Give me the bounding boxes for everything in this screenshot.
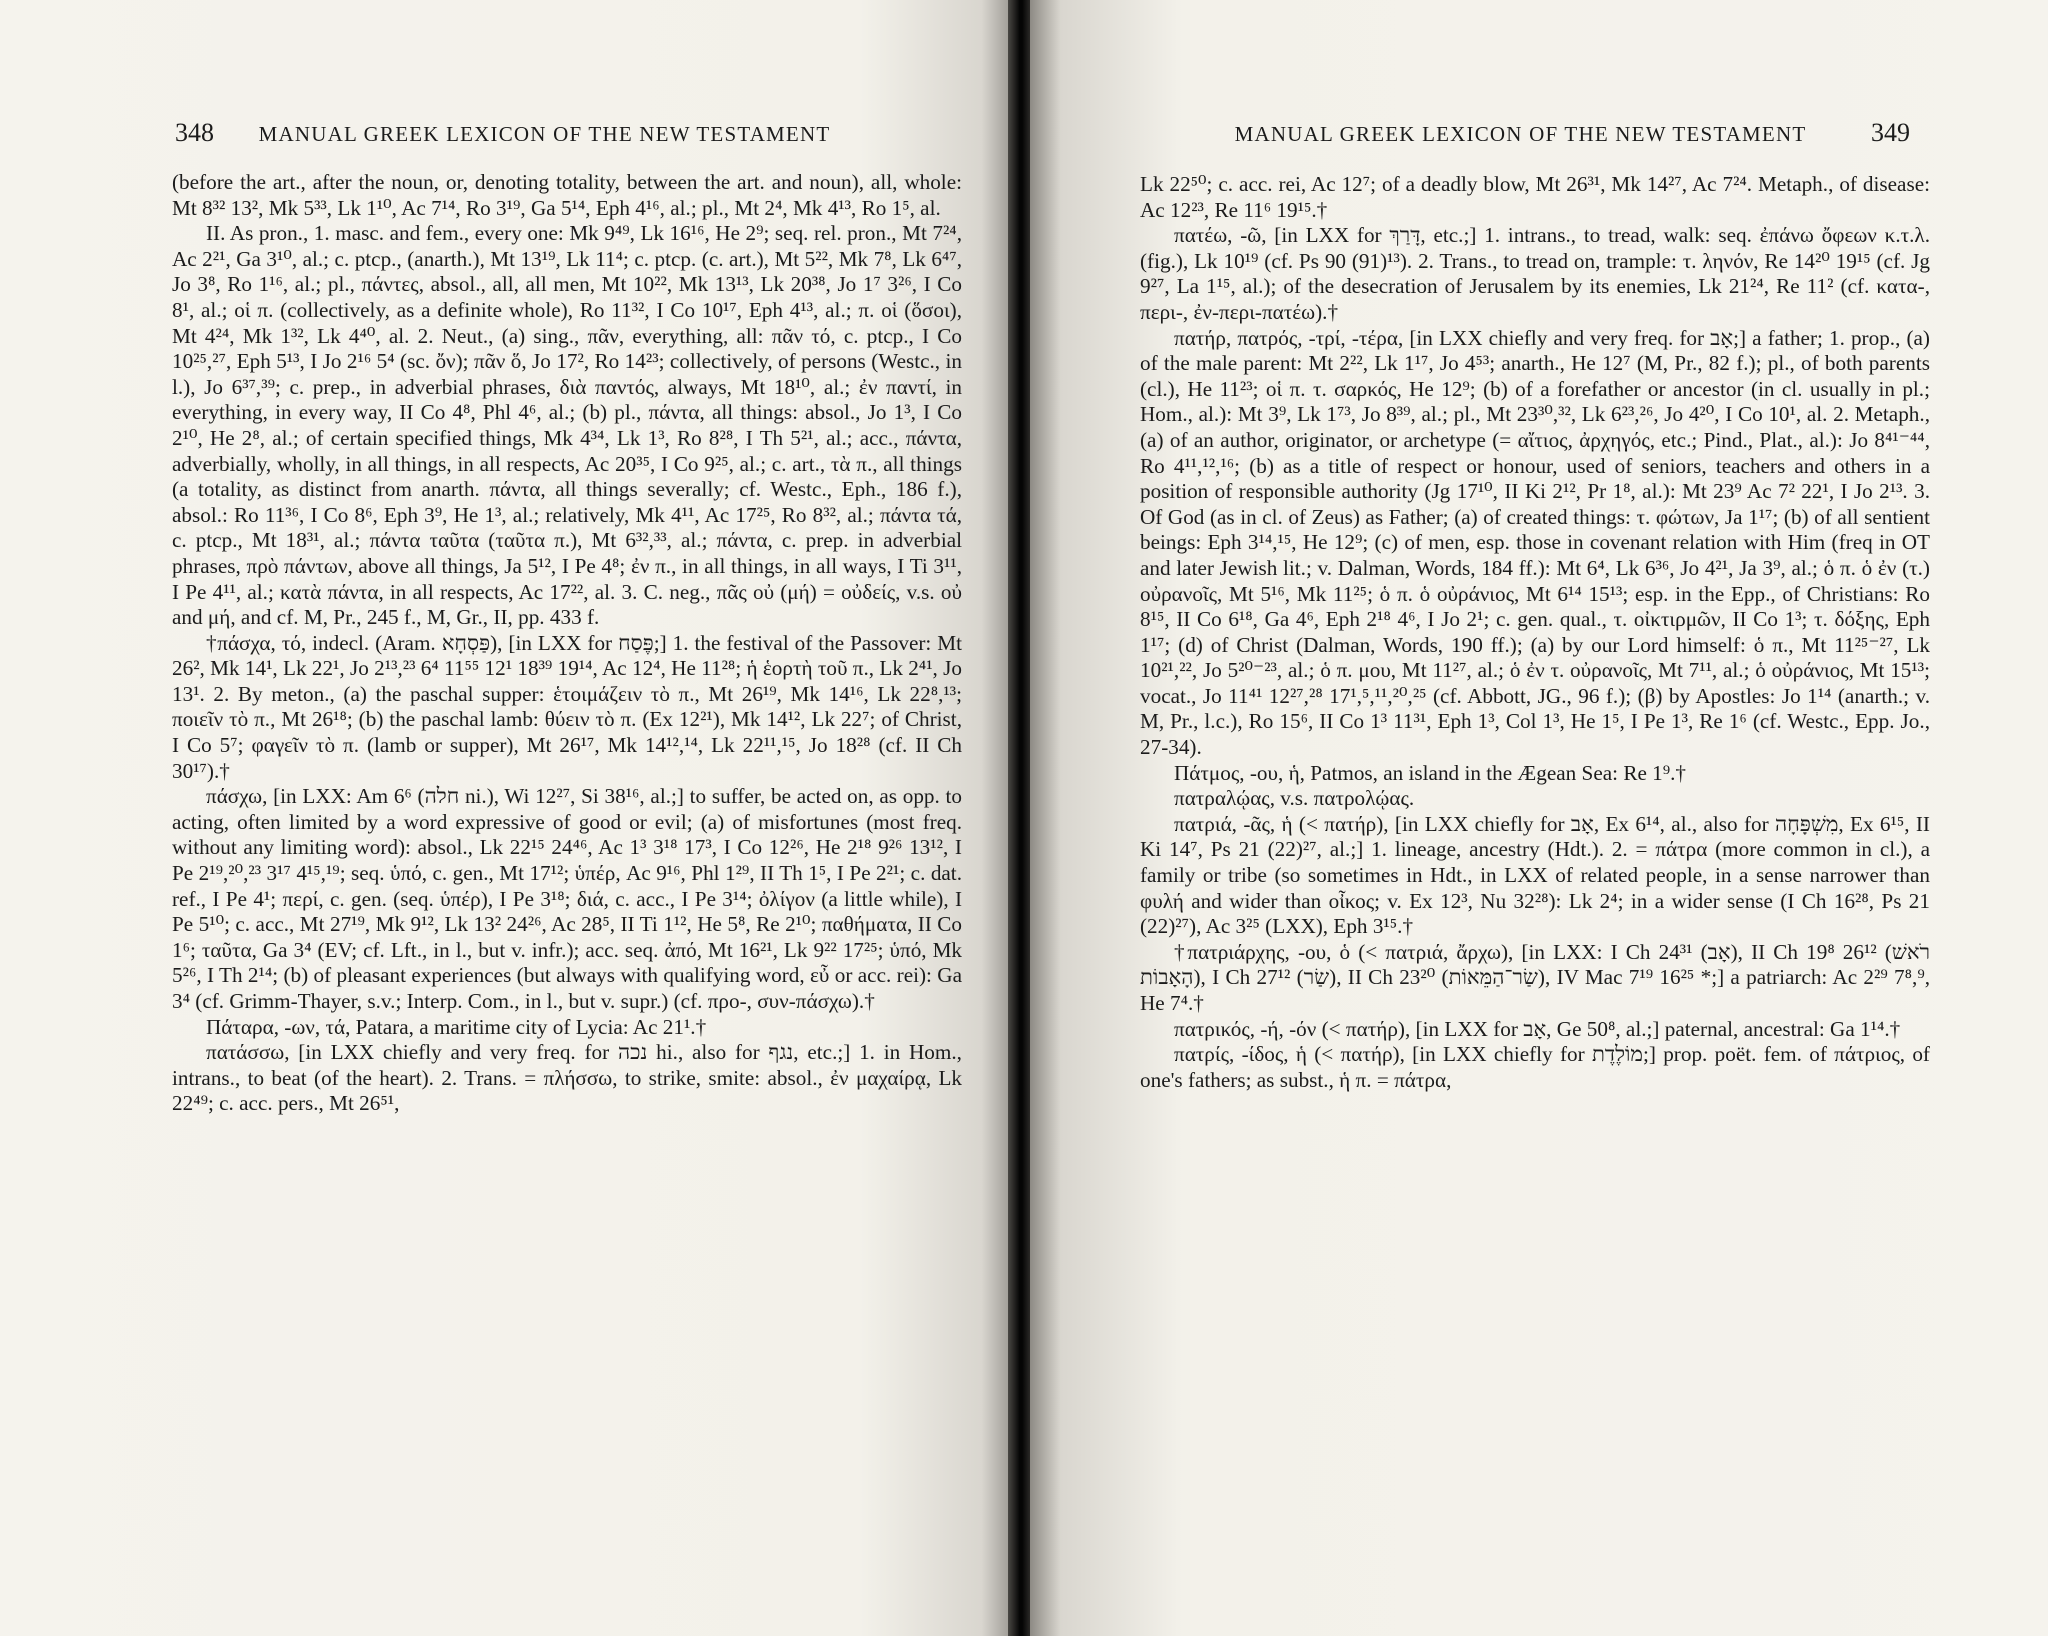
left-running-head [175,118,875,148]
entry-pater: πατήρ, πατρός, -τρί, -τέρα, [in LXX chiefly and very freq. for אָב;] a father; 1. prop., (a) of the male parent: Mt 2²², Lk 1¹⁷, Jo 4⁵³; anarth., He 12⁷ (M, Pr., 82 f.); pl., of both parents (cl.), He 11²³; οἱ π. τ. σαρκός, He 12⁹; (b) of a forefather or ancestor (in cl. usually in pl.; Hom., al.): Mt 3⁹, Lk 1⁷³, Jo 8³⁹, al.; pl., Mt 23³⁰,³², Lk 6²³,²⁶, Jo 4²⁰, I Co 10¹, al. 2. Metaph., (a) of an author, originator, or archetype (= αἴτιος, ἀρχηγός, etc.; Pind., Plat., al.): Jo 8⁴¹⁻⁴⁴, Ro 4¹¹,¹²,¹⁶; (b) as a title of respect or honour, used of seniors, teachers and others in a position of responsible authority (Jg 17¹⁰, II Ki 2¹², Pr 1⁸, al.): Mt 23⁹ Ac 7² 22¹, I Jo 2¹³. 3. Of God (as in cl. of Zeus) as Father; (a) of created things: τ. φώτων, Ja 1¹⁷; (b) of all sentient beings: Eph 3¹⁴,¹⁵, He 12⁹; (c) of men, esp. those in covenant relation with Him (freq in OT and later Jewish lit.; v. Dalman, Words, 184 ff.): Mt 6⁴, Lk 6³⁶, Jo 4²¹, Ja 3⁹, al.; ὁ π. ὁ ἐν (τ.) οὐρανοῖς, Mt 5¹⁶, Mk 11²⁵; ὁ π. ὁ οὐράνιος, Mt 6¹⁴ 15¹³; esp. in the Epp., of Christians: Ro 8¹⁵, II Co 6¹⁸, Ga 4⁶, Eph 2¹⁸ 4⁶, I Jo 2¹; c. gen. qual., τ. οἰκτιρμῶν, II Co 1³; τ. δόξης, Eph 1¹⁷; (d) of Christ (Dalman, Words, 190 ff.); (a) by our Lord himself: ὁ π., Mt 11²⁵⁻²⁷, Lk 10²¹,²², Jo 5²⁰⁻²³, al.; ὁ π. μου, Mt 11²⁷, al.; ὁ ἐν τ. οὐρανοῖς, Mt 7¹¹, al.; ὁ οὐράνιος, Mt 15¹³; vocat., Jo 11⁴¹ 12²⁷,²⁸ 17¹,⁵,¹¹,²⁰,²⁵ (cf. Abbott, JG., 96 f.); (β) by Apostles: Jo 1¹⁴ (anarth.; v. M, Pr., l.c.), Ro 15⁶, II Co 1³ 11³¹, Eph 1³, Col 1³, He 1⁵, I Pe 1³, Re 1⁶ (cf. Westc., Epp. Jo., 27-34). [1140,325,1930,760]
right-page-text [1140,172,1930,1093]
left-running-title: MANUAL GREEK LEXICON OF THE NEW TESTAMENT [258,122,831,146]
entry-pascha: †πάσχα, τό, indecl. (Aram. פַּסְחָא), [in LXX for פֶּסַח;] 1. the festival of the Passover: Mt 26², Mk 14¹, Lk 22¹, Jo 2¹³,²³ 6⁴ 11⁵⁵ 12¹ 18³⁹ 19¹⁴, Ac 12⁴, He 11²⁸; ἡ ἑορτὴ τοῦ π., Lk 2⁴¹, Jo 13¹. 2. By meton., (a) the paschal supper: ἑτοιμάζειν τὸ π., Mt 26¹⁹, Mk 14¹⁶, Lk 22⁸,¹³; ποιεῖν τὸ π., Mt 26¹⁸; (b) the paschal lamb: θύειν τὸ π. (Ex 12²¹), Mk 14¹², Lk 22⁷; of Christ, I Co 5⁷; φαγεῖν τὸ π. (lamb or supper), Mt 26¹⁷, Mk 14¹²,¹⁴, Lk 22¹¹,¹⁵, Jo 18²⁸ (cf. II Ch 30¹⁷).† [172,630,962,783]
left-page [0,0,1012,1636]
entry-patrikos: πατρικός, -ή, -όν (< πατήρ), [in LXX for אָב, Ge 50⁸, al.;] paternal, ancestral: Ga 1¹⁴.† [1174,1016,1901,1041]
entry-patriarches: †πατριάρχης, -ου, ὁ (< πατριά, ἄρχω), [in LXX: I Ch 24³¹ (אָב), II Ch 19⁸ 26¹² (רֹאשׁ הָאָבוֹת), I Ch 27¹² (שַׂר), II Ch 23²⁰ (שַׂר־הַמֵּאוֹת), IV Mac 7¹⁹ 16²⁵ *;] a patriarch: Ac 2²⁹ 7⁸,⁹, He 7⁴.† [1140,939,1931,1015]
entry-pateo: πατέω, -ῶ, [in LXX for דָּרַךְ, etc.;] 1. intrans., to tread, walk: seq. ἐπάνω ὄφεων κ.τ.λ. (fig.), Lk 10¹⁹ (cf. Ps 90 (91)¹³). 2. Trans., to tread on, trample: τ. ληνόν, Re 14²⁰ 19¹⁵ (cf. Jg 9²⁷, La 1¹⁵, al.); of the desecration of Jerusalem by its enemies, Lk 21²⁴, Re 11² (cf. κατα-, περι-, ἐν-περι-πατέω).† [1140,223,1930,324]
right-running-head [1170,118,1910,148]
entry-paragraph: (before the art., after the noun, or, denoting totality, between the art. and noun), all, whole: Mt 8³² 13², Mk 5³³, Lk 1¹⁰, Ac 7¹⁴, Ro 3¹⁹, Ga 5¹⁴, Eph 4¹⁶, al.; pl., Mt 2⁴, Mk 4¹³, Ro 1⁵, al. [172,170,962,220]
entry-paragraph: Lk 22⁵⁰; c. acc. rei, Ac 12⁷; of a deadly blow, Mt 26³¹, Mk 14²⁷, Ac 7²⁴. Metaph., of disease: Ac 12²³, Re 11⁶ 19¹⁵.† [1140,172,1930,222]
entry-patasso: πατάσσω, [in LXX chiefly and very freq. for נכה hi., also for נגף, etc.;] 1. in Hom., intrans., to beat (of the heart). 2. Trans. = πλήσσω, to strike, smite: absol., ἐν μαχαίρᾳ, Lk 22⁴⁹; c. acc. pers., Mt 26⁵¹, [172,1040,962,1116]
entry-patmos: Πάτμος, -ου, ἡ, Patmos, an island in the Ægean Sea: Re 1⁹.† [1174,760,1687,785]
right-running-title: MANUAL GREEK LEXICON OF THE NEW TESTAMENT [1234,122,1807,146]
entry-patria: πατριά, -ᾶς, ἡ (< πατήρ), [in LXX chiefly for אָב, Ex 6¹⁴, al., also for מִשְׁפָּחָה, Ex 6¹⁵, II Ki 14⁷, Ps 21 (22)²⁷, al.;] 1. lineage, ancestry (Hdt.). 2. = πάτρα (more common in cl.), a family or tribe (so sometimes in Hdt., in LXX of related people, in a sense narrower than φυλή and wider than οἶκος; v. Ex 12³, Nu 32²⁸): Lk 2⁴; in a wider sense (I Ch 16²⁸, Ps 21 (22)²⁷), Ac 3²⁵ (LXX), Eph 3¹⁵.† [1140,811,1930,939]
entry-patraloas: πατραλῴας, v.s. πατρολῴας. [1174,786,1415,811]
right-page [1030,0,2048,1636]
entry-patara: Πάταρα, -ων, τά, Patara, a maritime city of Lycia: Ac 21¹.† [206,1014,707,1039]
entry-pascho: πάσχω, [in LXX: Am 6⁶ (חלה ni.), Wi 12²⁷, Si 38¹⁶, al.;] to suffer, be acted on, as opp. to acting, often limited by a word expressive of good or evil; (a) of misfortunes (most freq. without any limiting word): absol., Lk 22¹⁵ 24⁴⁶, Ac 1³ 3¹⁸ 17³, I Co 12²⁶, He 2¹⁸ 9²⁶ 13¹², I Pe 2¹⁹,²⁰,²³ 3¹⁷ 4¹⁵,¹⁹; seq. ὑπό, c. gen., Mt 17¹²; ὑπέρ, Ac 9¹⁶, Phl 1²⁹, II Th 1⁵, I Pe 2²¹; c. dat. ref., I Pe 4¹; περί, c. gen. (seq. ὑπέρ), I Pe 3¹⁸; διά, c. acc., I Pe 3¹⁴; ὀλίγον (a little while), I Pe 5¹⁰; c. acc., Mt 27¹⁹, Mk 9¹², Lk 13² 24²⁶, Ac 28⁵, II Ti 1¹², He 5⁸, Re 2¹⁰; παθήματα, II Co 1⁶; ταῦτα, Ga 3⁴ (EV; cf. Lft., in l., but v. infr.); acc. seq. ἀπό, Mt 16²¹, Lk 9²² 17²⁵; ὑπό, Mk 5²⁶, I Th 2¹⁴; (b) of pleasant experiences (but always with qualifying word, εὖ or acc. rei): Ga 3⁴ (cf. Grimm-Thayer, s.v.; Interp. Com., in l., but v. supr.) (cf. προ-, συν-πάσχω).† [172,784,962,1013]
entry-paragraph: II. As pron., 1. masc. and fem., every one: Mk 9⁴⁹, Lk 16¹⁶, He 2⁹; seq. rel. pron., Mt 7²⁴, Ac 2²¹, Ga 3¹⁰, al.; c. ptcp., (anarth.), Mt 13¹⁹, Lk 11⁴; c. ptcp. (c. art.), Mt 5²², Mk 7⁸, Lk 6⁴⁷, Jo 3⁸, Ro 1¹⁶, al.; pl., πάντες, absol., all, all men, Mt 10²², Mk 13¹³, Lk 20³⁸, Jo 1⁷ 3²⁶, I Co 8¹, al.; οἱ π. (collectively, as a definite whole), Ro 11³², I Co 10¹⁷, Eph 4¹³, al.; π. οἱ (ὅσοι), Mt 4²⁴, Mk 1³², Lk 4⁴⁰, al. 2. Neut., (a) sing., πᾶν, everything, all: πᾶν τό, c. ptcp., I Co 10²⁵,²⁷, Eph 5¹³, I Jo 2¹⁶ 5⁴ (sc. ὄν); πᾶν ὅ, Jo 17², Ro 14²³; collectively, of persons (Westc., in l.), Jo 6³⁷,³⁹; c. prep., in adverbial phrases, διὰ παντός, always, Mt 18¹⁰, al.; ἐν παντί, in everything, in every way, II Co 4⁸, Phl 4⁶, al.; (b) pl., πάντα, all things: absol., Jo 1³, I Co 2¹⁰, He 2⁸, al.; of certain specified things, Mk 4³⁴, Lk 1³, Ro 8²⁸, I Th 5²¹, al.; acc., πάντα, adverbially, wholly, in all things, in all respects, Ac 20³⁵, I Co 9²⁵, al.; c. art., τὰ π., all things (a totality, as distinct from anarth. πάντα, all things severally; cf. Westc., Eph., 186 f.), absol.: Ro 11³⁶, I Co 8⁶, Eph 3⁹, He 1³, al.; relatively, Mk 4¹¹, Ac 17²⁵, Ro 8³², al.; πάντα τά, c. ptcp., Mt 18³¹, al.; πάντα ταῦτα (ταῦτα π.), Mt 6³²,³³, al.; πάντα, c. prep. in adverbial phrases, πρὸ πάντων, above all things, Ja 5¹², I Pe 4⁸; ἐν π., in all things, in all ways, I Ti 3¹¹, I Pe 4¹¹, al.; κατὰ πάντα, in all respects, Ac 17²², al. 3. C. neg., πᾶς οὐ (μή) = οὐδείς, v.s. οὐ and μή, and cf. M, Pr., 245 f., M, Gr., II, pp. 433 f. [172,221,962,630]
left-page-number: 348 [175,118,214,147]
entry-patris: πατρίς, -ίδος, ἡ (< πατήρ), [in LXX chiefly for מוֹלֶדֶת;] prop. poët. fem. of πάτριος, of one's fathers; as subst., ἡ π. = πάτρα, [1140,1042,1930,1092]
right-page-number: 349 [1871,118,1910,147]
left-page-text [172,170,962,1117]
